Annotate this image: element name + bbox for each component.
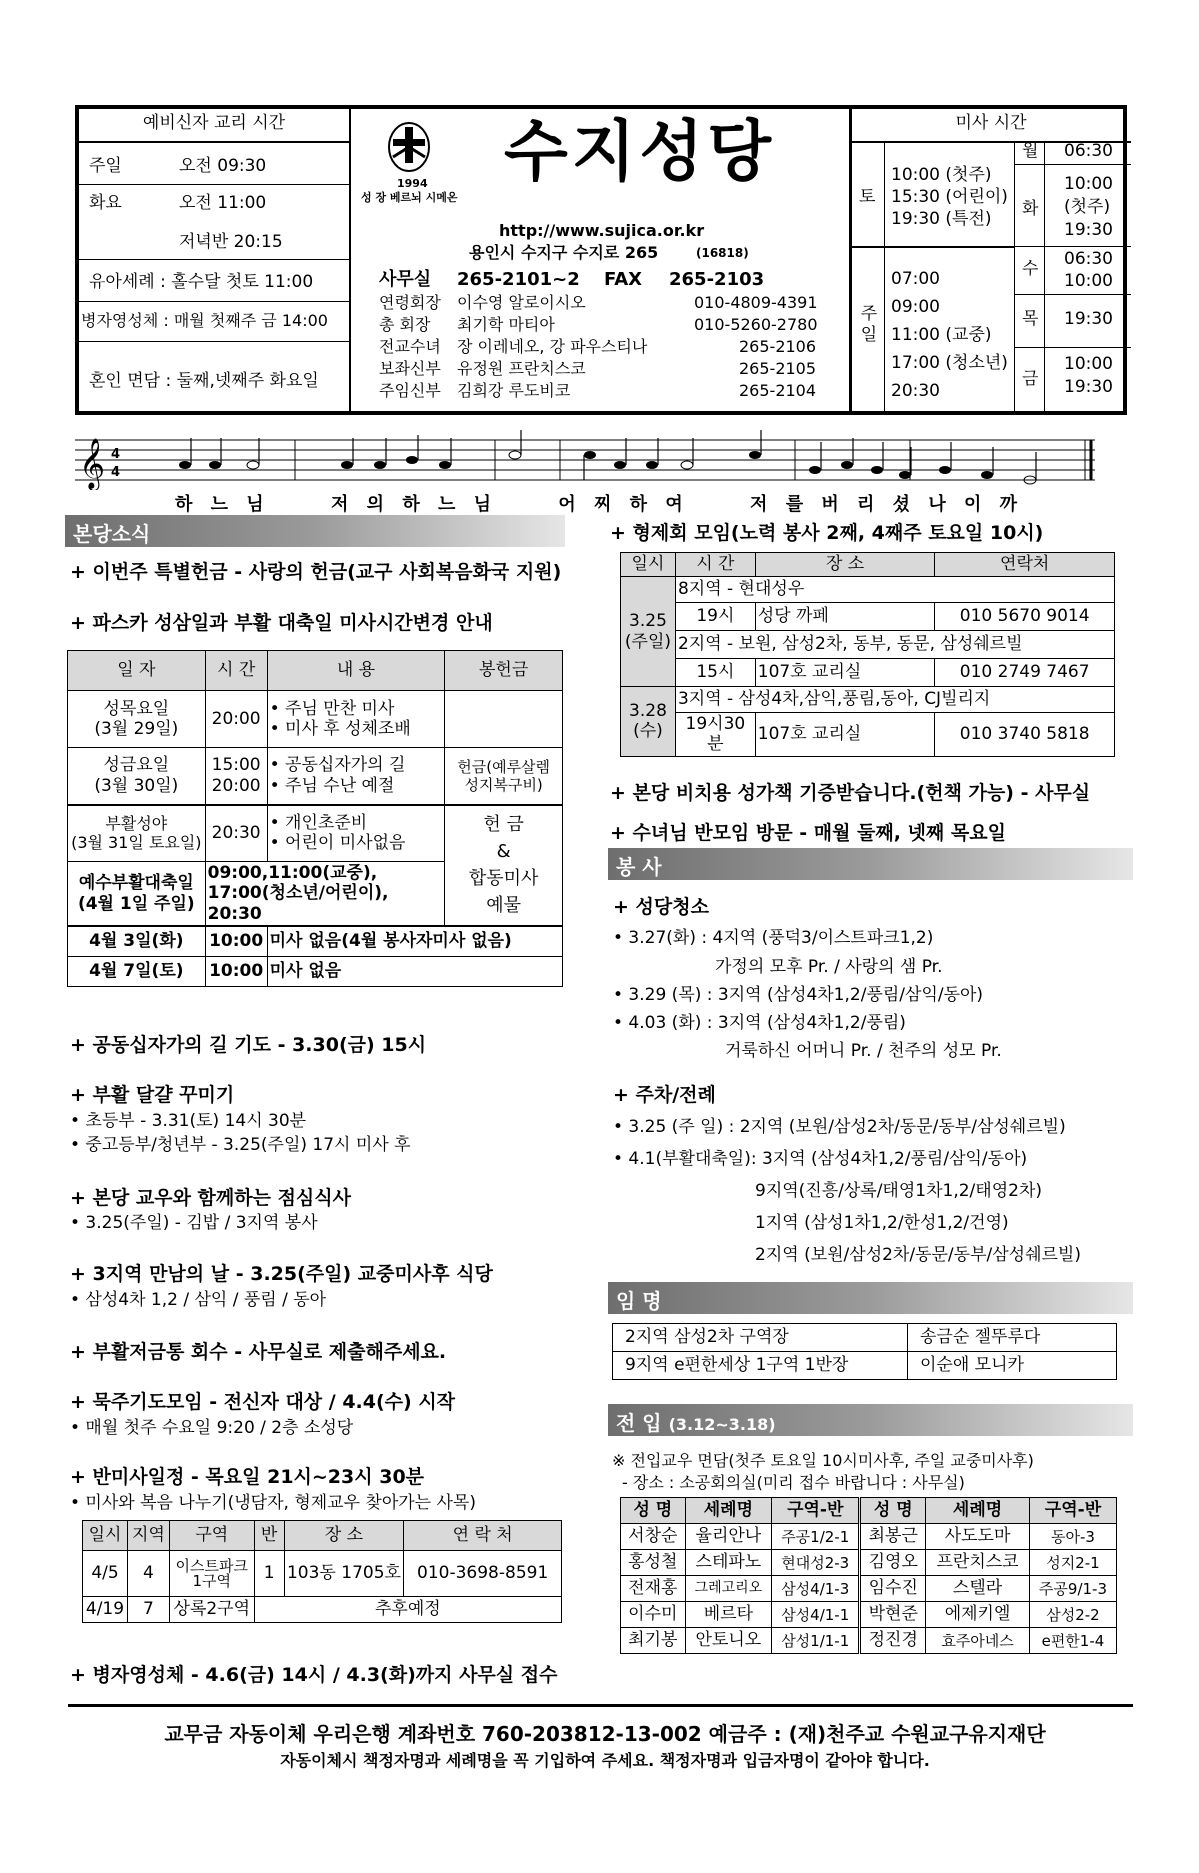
table-cell: [445, 691, 563, 748]
easter-schedule-table: [67, 650, 563, 987]
table-cell: 15시: [675, 659, 755, 687]
fax-label: FAX: [604, 269, 643, 290]
contact-phone: 265-2106: [739, 337, 817, 356]
transfer-title: 전 입: [616, 1411, 662, 1435]
table-cell: 헌 금 & 합동미사 예물: [445, 805, 563, 927]
church-logo: [379, 117, 439, 177]
list-item: • 초등부 - 3.31(토) 14시 30분: [70, 1111, 307, 1131]
table-cell: e편한1-4: [1029, 1628, 1116, 1654]
table-cell: 4/5: [83, 1551, 128, 1597]
table-cell: 7: [127, 1597, 169, 1623]
list-item: 거룩하신 어머니 Pr. / 천주의 성모 Pr.: [725, 1041, 1002, 1061]
table-header: 성 명: [621, 1498, 686, 1524]
notice-stations-of-cross: + 공동십자가의 길 기도 - 3.30(금) 15시: [70, 1034, 427, 1056]
table-cell: 율리안나: [685, 1524, 771, 1550]
notice-cleaning: + 성당청소: [613, 896, 709, 918]
table-header: 지역: [127, 1521, 169, 1551]
sun-time: 07:00: [891, 269, 940, 289]
catechism-time: 오전 11:00: [179, 193, 267, 213]
table-header: 시 간: [675, 553, 755, 577]
table-header: 일시: [83, 1521, 128, 1551]
hymn-lyrics: 하 느 님 저 의 하 느 님 어 찌 하 여 저 를 버 리 셨 나 이 까: [175, 494, 1024, 515]
notice-parking-liturgy: + 주차/전례: [613, 1084, 716, 1106]
brothers-meeting-table: [620, 552, 1115, 757]
sat-time: 10:00 (첫주): [891, 165, 992, 185]
table-cell: 1: [254, 1551, 284, 1597]
ban-mass-table: [82, 1520, 562, 1623]
table-header: 연락처: [935, 553, 1115, 577]
music-staff: [75, 430, 1100, 490]
weekday-time: 10:00: [1064, 174, 1113, 194]
contact-phone: 010-4809-4391: [694, 293, 818, 312]
table-cell: 09:00,11:00(교중), 17:00(청소년/어린이), 20:30: [205, 862, 445, 927]
notice-rosary: + 묵주기도모임 - 전신자 대상 / 4.4(수) 시작: [70, 1391, 456, 1413]
sat-time: 15:30 (어린이): [891, 187, 1008, 207]
weekday-label: 수: [1022, 259, 1039, 279]
table-header: 구역-반: [772, 1498, 860, 1524]
table-header: 내 용: [267, 651, 445, 691]
table-cell: 현대성2-3: [772, 1550, 860, 1576]
logo-text: 성 장 베르뇌 시메온: [361, 191, 458, 204]
table-cell: 주공1/2-1: [772, 1524, 860, 1550]
weekday-time: 10:00: [1064, 354, 1113, 374]
svg-text:4: 4: [111, 465, 121, 480]
table-cell: 서창순: [621, 1524, 686, 1550]
notice-savings-box: + 부활저금통 회수 - 사무실로 제출해주세요.: [70, 1341, 447, 1363]
table-cell: 성지2-1: [1029, 1550, 1116, 1576]
sun-time: 09:00: [891, 297, 940, 317]
table-header: 구역: [169, 1521, 254, 1551]
address: 용인시 수지구 수지로 265: [469, 243, 659, 262]
table-header: 일 자: [68, 651, 206, 691]
transfer-table: [620, 1497, 1117, 1654]
table-header: 성 명: [860, 1498, 926, 1524]
list-item: • 3.29 (목) : 3지역 (삼성4차1,2/풍림/삼익/동아): [613, 985, 984, 1005]
sick-communion-info: 병자영성체 : 매월 첫째주 금 14:00: [81, 311, 328, 330]
contact-phone: 265-2104: [739, 381, 817, 400]
notice-hymnal-donation: + 본당 비치용 성가책 기증받습니다.(헌책 가능) - 사무실: [610, 782, 1091, 804]
table-cell: 베르타: [685, 1602, 771, 1628]
table-cell: 010 5670 9014: [935, 603, 1115, 631]
notice-district-day: + 3지역 만남의 날 - 3.25(주일) 교중미사후 식당: [70, 1263, 493, 1285]
notice-ban-mass: + 반미사일정 - 목요일 21시~23시 30분: [70, 1466, 425, 1488]
table-header: 반: [254, 1521, 284, 1551]
weekday-time: 06:30: [1064, 141, 1113, 161]
list-item: • 4.1(부활대축일): 3지역 (삼성4차1,2/풍림/삼익/동아): [613, 1149, 1028, 1169]
table-header: 세례명: [685, 1498, 771, 1524]
table-cell: 10:00: [205, 956, 267, 986]
table-cell: 상록2구역: [169, 1597, 254, 1623]
table-cell: 추후예정: [254, 1597, 561, 1623]
weekday-label: 화: [1022, 199, 1039, 219]
table-cell: 임수진: [860, 1576, 926, 1602]
table-cell: 3.28 (수): [621, 687, 676, 757]
table-header: 연 락 처: [404, 1521, 562, 1551]
sunday-label: 주 일: [860, 304, 878, 346]
sun-time: 11:00 (교중): [891, 325, 992, 345]
table-cell: 예수부활대축일 (4월 1일 주일): [68, 862, 206, 927]
list-item: • 매월 첫주 수요일 9:20 / 2층 소성당: [70, 1418, 354, 1438]
table-cell: 10:00: [205, 926, 267, 956]
table-cell: 동아-3: [1029, 1524, 1116, 1550]
catechism-time: 오전 09:30: [179, 156, 267, 176]
table-cell: 박현준: [860, 1602, 926, 1628]
table-cell: 주공9/1-3: [1029, 1576, 1116, 1602]
table-header: 봉헌금: [445, 651, 563, 691]
table-cell: 9지역 e편한세상 1구역 1반장: [613, 1352, 908, 1380]
weekday-label: 목: [1022, 309, 1039, 329]
table-cell: 2지역 - 보원, 삼성2차, 동부, 동문, 삼성쉐르빌: [675, 631, 1114, 659]
table-cell: 스테파노: [685, 1550, 771, 1576]
table-cell: 3지역 - 삼성4차,삼익,풍림,동아, CJ빌리지: [675, 687, 1114, 713]
table-cell: 헌금(예루살렘 성지복구비): [445, 748, 563, 805]
table-cell: 안토니오: [685, 1628, 771, 1654]
weekday-label: 금: [1022, 369, 1039, 389]
table-cell: 김영오: [860, 1550, 926, 1576]
office-label: 사무실: [379, 269, 432, 290]
catechism-day: 주일: [89, 156, 122, 176]
marriage-info: 혼인 면담 : 둘째,넷째주 화요일: [89, 371, 319, 391]
table-cell: 사도도마: [926, 1524, 1030, 1550]
table-cell: 성당 까페: [755, 603, 935, 631]
notice-sister-visit: + 수녀님 반모임 방문 - 매월 둘째, 넷째 목요일: [610, 822, 1006, 844]
table-cell: 4/19: [83, 1597, 128, 1623]
footer-notice: 자동이체시 책정자명과 세례명을 꼭 기입하여 주세요. 책정자명과 입금자명이 같아야 합니다.: [280, 1751, 930, 1770]
table-cell: 삼성4/1-1: [772, 1602, 860, 1628]
notice-brothers-meeting: + 형제회 모임(노력 봉사 2째, 4째주 토요일 10시): [610, 522, 1044, 544]
table-cell: 최봉근: [860, 1524, 926, 1550]
logo-year: 1994: [397, 177, 428, 190]
table-header: 세례명: [926, 1498, 1030, 1524]
weekday-time: 19:30: [1064, 377, 1113, 397]
table-cell: 효주아네스: [926, 1628, 1030, 1654]
table-cell: 4: [127, 1551, 169, 1597]
contact-name: 장 이레네오, 강 파우스티나: [457, 337, 648, 356]
catechism-title: 예비신자 교리 시간: [142, 113, 286, 133]
baptism-info: 유아세례 : 홀수달 첫토 11:00: [89, 272, 314, 292]
list-item: 2지역 (보원/삼성2차/동문/동부/삼성쉐르빌): [755, 1245, 1081, 1265]
sat-time: 19:30 (특전): [891, 209, 992, 229]
list-item: • 중고등부/청년부 - 3.25(주일) 17시 미사 후: [70, 1135, 411, 1155]
table-cell: 홍성철: [621, 1550, 686, 1576]
table-cell: 2지역 삼성2차 구역장: [613, 1324, 908, 1352]
office-phone: 265-2101~2: [457, 269, 580, 290]
postal-code: (16818): [696, 246, 749, 260]
table-cell: • 개인초준비 • 어린이 미사없음: [267, 805, 445, 862]
contact-name: 김희강 루도비코: [457, 381, 571, 400]
weekday-label: 월: [1022, 141, 1039, 161]
table-cell: 107호 교리실: [755, 713, 935, 757]
section-title-parish-news: 본당소식: [65, 515, 565, 547]
contact-name: 이수영 알로이시오: [457, 293, 586, 312]
table-cell: 이스트파크 1구역: [169, 1551, 254, 1597]
table-cell: 3.25 (주일): [621, 577, 676, 687]
contact-phone: 265-2105: [739, 359, 817, 378]
weekday-time: 19:30: [1064, 220, 1113, 240]
notice-easter-eggs: + 부활 달걀 꾸미기: [70, 1084, 235, 1106]
list-item: • 삼성4차 1,2 / 삼익 / 풍림 / 동아: [70, 1290, 327, 1310]
sun-time: 17:00 (청소년): [891, 353, 1008, 373]
table-cell: 전재홍: [621, 1576, 686, 1602]
table-cell: 삼성1/1-1: [772, 1628, 860, 1654]
notice-easter-schedule: + 파스카 성삼일과 부활 대축일 미사시간변경 안내: [70, 612, 493, 634]
list-item: • 3.27(화) : 4지역 (풍덕3/이스트파크1,2): [613, 928, 934, 948]
table-cell: 20:30: [205, 805, 267, 862]
list-item: • 3.25 (주 일) : 2지역 (보원/삼성2차/동문/동부/삼성쉐르빌): [613, 1117, 1066, 1137]
website-link[interactable]: http://www.sujica.or.kr: [499, 221, 705, 240]
table-cell: 스텔라: [926, 1576, 1030, 1602]
contact-name: 유정원 프란치스코: [457, 359, 586, 378]
contact-role: 주임신부: [379, 381, 441, 400]
church-name: 수지성당: [504, 113, 776, 190]
table-cell: 에제키엘: [926, 1602, 1030, 1628]
list-item: 가정의 모후 Pr. / 사랑의 샘 Pr.: [715, 957, 943, 977]
table-cell: 010 3740 5818: [935, 713, 1115, 757]
catechism-time: 저녁반 20:15: [179, 232, 283, 252]
table-cell: 20:00: [205, 691, 267, 748]
notice-lunch: + 본당 교우와 함께하는 점심식사: [70, 1187, 351, 1209]
table-header: 일시: [621, 553, 676, 577]
table-cell: 송금순 젤뚜루다: [908, 1324, 1117, 1352]
section-title-appointment: 임 명: [608, 1282, 1133, 1314]
appointment-table: [612, 1323, 1117, 1380]
table-cell: 010-3698-8591: [404, 1551, 562, 1597]
table-cell: 정진경: [860, 1628, 926, 1654]
fax-number: 265-2103: [669, 269, 765, 290]
table-cell: 103동 1705호: [284, 1551, 404, 1597]
transfer-period: (3.12~3.18): [668, 1415, 776, 1434]
svg-text:𝄞: 𝄞: [79, 438, 106, 489]
table-cell: 성금요일 (3월 30일): [68, 748, 206, 805]
table-cell: 4월 3일(화): [68, 926, 206, 956]
table-cell: 이수미: [621, 1602, 686, 1628]
table-header: 장 소: [755, 553, 935, 577]
contact-role: 보좌신부: [379, 359, 441, 378]
list-item: • 미사와 복음 나누기(냉담자, 형제교우 찾아가는 사목): [70, 1493, 476, 1513]
list-item: • 3.25(주일) - 김밥 / 3지역 봉사: [70, 1213, 318, 1233]
notice-special-offering: + 이번주 특별헌금 - 사랑의 헌금(교구 사회복음화국 지원): [70, 561, 562, 583]
list-item: • 4.03 (화) : 3지역 (삼성4차1,2/풍림): [613, 1013, 906, 1033]
footer-divider: [68, 1704, 1133, 1707]
table-cell: 010 2749 7467: [935, 659, 1115, 687]
table-cell: 15:00 20:00: [205, 748, 267, 805]
weekday-time: 19:30: [1064, 309, 1113, 329]
contact-role: 총 회장: [379, 315, 431, 334]
footer-bank-info: 교무금 자동이체 우리은행 계좌번호 760-203812-13-002 예금주 : (재)천주교 수원교구유지재단: [164, 1722, 1046, 1746]
table-cell: • 공동십자가의 길 • 주님 수난 예절: [267, 748, 445, 805]
contact-role: 전교수녀: [379, 337, 441, 356]
table-header: 시 간: [205, 651, 267, 691]
table-cell: 부활성야 (3월 31일 토요일): [68, 805, 206, 862]
transfer-note: - 장소 : 소공회의실(미리 접수 바랍니다 : 사무실): [622, 1473, 965, 1492]
weekday-time: 06:30: [1064, 249, 1113, 269]
table-cell: • 주님 만찬 미사 • 미사 후 성체조배: [267, 691, 445, 748]
table-header: 장 소: [284, 1521, 404, 1551]
notice-sick-communion: + 병자영성체 - 4.6(금) 14시 / 4.3(화)까지 사무실 접수: [70, 1664, 558, 1686]
table-cell: 19시30분: [675, 713, 755, 757]
table-cell: 이순애 모니카: [908, 1352, 1117, 1380]
table-cell: 107호 교리실: [755, 659, 935, 687]
table-cell: 8지역 - 현대성우: [675, 577, 1114, 603]
list-item: 1지역 (삼성1차1,2/한성1,2/건영): [755, 1213, 1009, 1233]
svg-text:4: 4: [111, 447, 121, 462]
weekday-time: 10:00: [1064, 271, 1113, 291]
table-cell: 19시: [675, 603, 755, 631]
table-cell: 삼성2-2: [1029, 1602, 1116, 1628]
table-cell: 프란치스코: [926, 1550, 1030, 1576]
saturday-label: 토: [859, 187, 876, 207]
table-cell: 4월 7일(토): [68, 956, 206, 986]
contact-phone: 010-5260-2780: [694, 315, 818, 334]
table-cell: 미사 없음(4월 봉사자미사 없음): [267, 926, 562, 956]
table-header: 구역-반: [1029, 1498, 1116, 1524]
header-box: [75, 105, 1127, 415]
sun-time: 20:30: [891, 381, 940, 401]
transfer-note: ※ 전입교우 면담(첫주 토요일 10시미사후, 주일 교중미사후): [612, 1451, 1034, 1470]
list-item: 9지역(진흥/상록/태영1차1,2/태영2차): [755, 1181, 1042, 1201]
table-cell: 그레고리오: [685, 1576, 771, 1602]
table-cell: 성목요일 (3월 29일): [68, 691, 206, 748]
section-title-transfer: [608, 1404, 1133, 1436]
table-cell: 미사 없음: [267, 956, 562, 986]
weekday-time: (첫주): [1064, 197, 1111, 217]
contact-name: 최기학 마티아: [457, 315, 555, 334]
table-cell: 최기봉: [621, 1628, 686, 1654]
table-cell: 삼성4/1-3: [772, 1576, 860, 1602]
catechism-day: 화요: [89, 193, 122, 213]
contact-role: 연령회장: [379, 293, 441, 312]
mass-title: 미사 시간: [955, 113, 1027, 133]
section-title-service: 봉 사: [608, 848, 1133, 880]
